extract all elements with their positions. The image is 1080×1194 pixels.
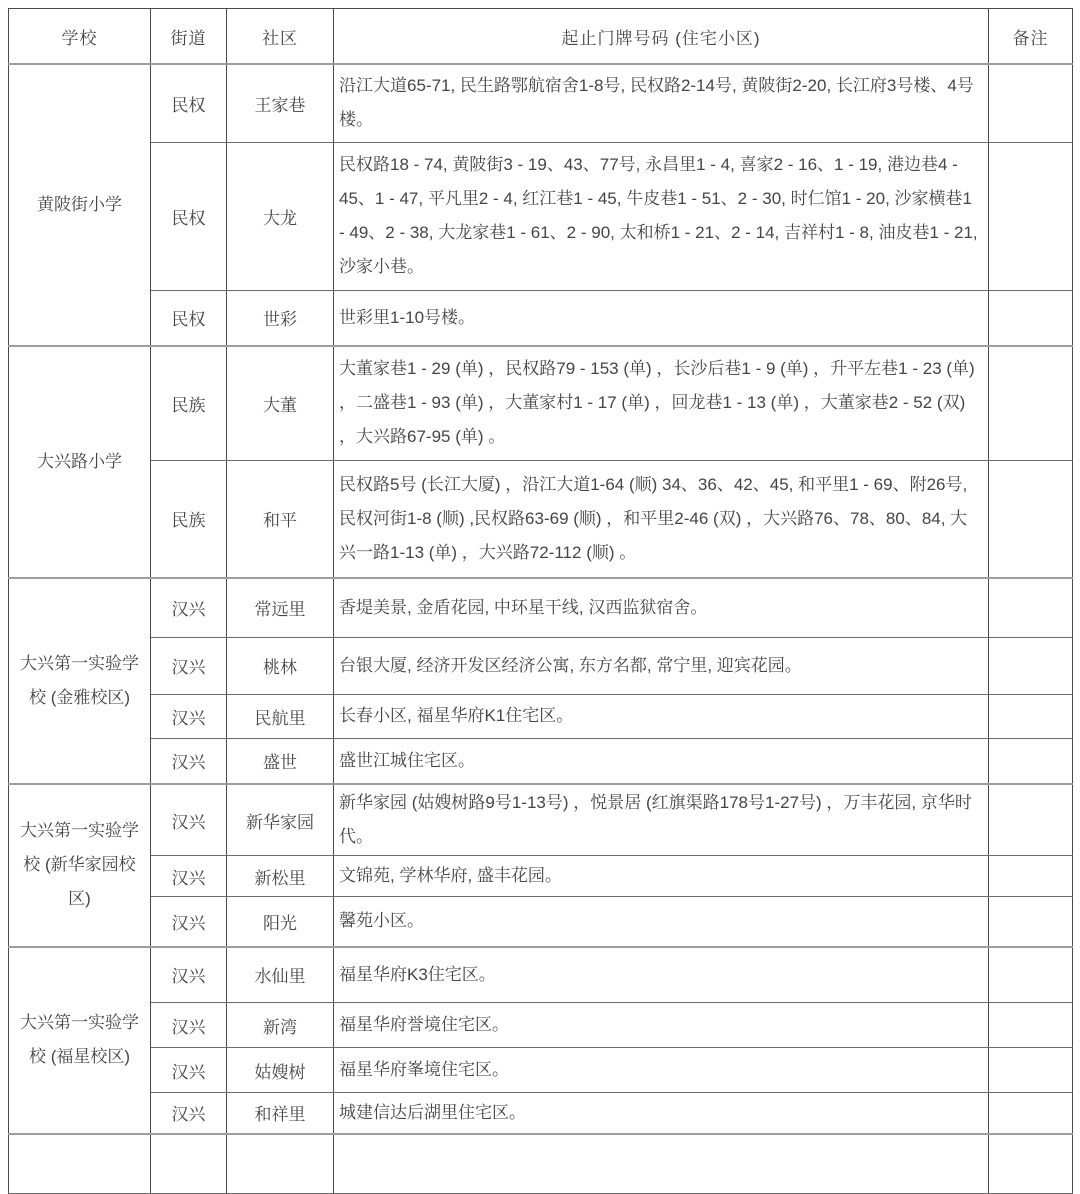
note-cell	[989, 142, 1073, 290]
addresses-cell: 大董家巷1 - 29 (单) ，民权路79 - 153 (单) ，长沙后巷1 - 9 (单) ，升平左巷1 - 23 (单) ，二盛巷1 - 93 (单) ，大董家村1 - 17 (单) ，回龙巷1 - 13 (单) ，大董家巷2 - 52 (双) ，大兴路67-95 (单) 。	[334, 346, 989, 460]
table-row	[9, 346, 1073, 460]
table-row	[9, 1093, 1073, 1134]
addresses-cell: 盛世江城住宅区。	[334, 738, 989, 784]
note-cell	[989, 738, 1073, 784]
note-cell	[989, 460, 1073, 578]
note-cell	[989, 346, 1073, 460]
street-cell: 汉兴	[151, 1093, 227, 1134]
table-row	[9, 856, 1073, 897]
addresses-cell: 沿江大道65-71, 民生路鄂航宿舍1-8号, 民权路2-14号, 黄陂街2-20, 长江府3号楼、4号楼。	[334, 64, 989, 142]
table-row	[9, 694, 1073, 738]
note-cell	[989, 947, 1073, 1003]
community-cell: 水仙里	[227, 947, 334, 1003]
school-cell: 黄陂街小学	[9, 64, 151, 346]
school-cell: 大兴第一实验学校 (福星校区)	[9, 947, 151, 1134]
school-district-table	[8, 8, 1073, 1194]
note-cell	[989, 897, 1073, 947]
addresses-cell: 民权路18 - 74, 黄陂街3 - 19、43、77号, 永昌里1 - 4, 喜家2 - 16、1 - 19, 港边巷4 - 45、1 - 47, 平凡里2 - 4, 红江巷1 - 45, 牛皮巷1 - 51、2 - 30, 时仁馆1 - 20, 沙家横巷1 - 49、2 - 38, 大龙家巷1 - 61、2 - 90, 太和桥1 - 21、2 - 14, 吉祥村1 - 8, 油皮巷1 - 21, 沙家小巷。	[334, 142, 989, 290]
community-cell: 王家巷	[227, 64, 334, 142]
note-cell	[989, 290, 1073, 346]
table-row	[9, 460, 1073, 578]
school-cell: 大兴路小学	[9, 346, 151, 578]
street-cell: 汉兴	[151, 694, 227, 738]
street-cell: 汉兴	[151, 637, 227, 694]
community-cell: 和平	[227, 460, 334, 578]
table-row	[9, 290, 1073, 346]
table-row	[9, 947, 1073, 1003]
community-cell: 阳光	[227, 897, 334, 947]
street-cell	[151, 1134, 227, 1194]
community-cell: 常远里	[227, 578, 334, 637]
table-row	[9, 1048, 1073, 1093]
school-cell: 大兴第一实验学校 (金雅校区)	[9, 578, 151, 784]
street-cell: 汉兴	[151, 947, 227, 1003]
note-cell	[989, 784, 1073, 856]
community-cell: 新湾	[227, 1003, 334, 1048]
street-cell: 汉兴	[151, 738, 227, 784]
street-cell: 民族	[151, 346, 227, 460]
community-cell: 桃林	[227, 637, 334, 694]
table-row	[9, 897, 1073, 947]
street-cell: 汉兴	[151, 784, 227, 856]
street-cell: 汉兴	[151, 578, 227, 637]
addresses-cell: 馨苑小区。	[334, 897, 989, 947]
addresses-cell: 文锦苑, 学林华府, 盛丰花园。	[334, 856, 989, 897]
addresses-cell	[334, 1134, 989, 1194]
table-row	[9, 1003, 1073, 1048]
note-cell	[989, 1048, 1073, 1093]
note-cell	[989, 694, 1073, 738]
addresses-cell: 台银大厦, 经济开发区经济公寓, 东方名都, 常宁里, 迎宾花园。	[334, 637, 989, 694]
column-header-note: 备注	[989, 9, 1073, 65]
note-cell	[989, 64, 1073, 142]
addresses-cell: 新华家园 (姑嫂树路9号1-13号) ，悦景居 (红旗渠路178号1-27号) ，万丰花园, 京华时代。	[334, 784, 989, 856]
community-cell: 新华家园	[227, 784, 334, 856]
addresses-cell: 香堤美景, 金盾花园, 中环星干线, 汉西监狱宿舍。	[334, 578, 989, 637]
school-cell	[9, 1134, 151, 1194]
community-cell: 新松里	[227, 856, 334, 897]
addresses-cell: 长春小区, 福星华府K1住宅区。	[334, 694, 989, 738]
column-header-school: 学校	[9, 9, 151, 65]
addresses-cell: 城建信达后湖里住宅区。	[334, 1093, 989, 1134]
street-cell: 民权	[151, 142, 227, 290]
street-cell: 汉兴	[151, 1003, 227, 1048]
table-row	[9, 142, 1073, 290]
table-row	[9, 578, 1073, 637]
community-cell: 大董	[227, 346, 334, 460]
street-cell: 民族	[151, 460, 227, 578]
street-cell: 汉兴	[151, 897, 227, 947]
street-cell: 民权	[151, 290, 227, 346]
community-cell: 和祥里	[227, 1093, 334, 1134]
table-row	[9, 64, 1073, 142]
table-row-partial	[9, 1134, 1073, 1194]
community-cell: 世彩	[227, 290, 334, 346]
addresses-cell: 世彩里1-10号楼。	[334, 290, 989, 346]
note-cell	[989, 1003, 1073, 1048]
note-cell	[989, 856, 1073, 897]
addresses-cell: 福星华府K3住宅区。	[334, 947, 989, 1003]
addresses-cell: 福星华府誉境住宅区。	[334, 1003, 989, 1048]
community-cell: 盛世	[227, 738, 334, 784]
community-cell: 民航里	[227, 694, 334, 738]
note-cell	[989, 637, 1073, 694]
note-cell	[989, 578, 1073, 637]
school-cell: 大兴第一实验学校 (新华家园校区)	[9, 784, 151, 947]
table-row	[9, 738, 1073, 784]
street-cell: 民权	[151, 64, 227, 142]
column-header-street: 街道	[151, 9, 227, 65]
community-cell	[227, 1134, 334, 1194]
community-cell: 姑嫂树	[227, 1048, 334, 1093]
street-cell: 汉兴	[151, 856, 227, 897]
table-header-row	[9, 9, 1073, 65]
note-cell	[989, 1093, 1073, 1134]
table-row	[9, 637, 1073, 694]
addresses-cell: 民权路5号 (长江大厦) ，沿江大道1-64 (顺) 34、36、42、45, 和平里1 - 69、附26号, 民权河街1-8 (顺) ,民权路63-69 (顺) ，和平里2-46 (双) ，大兴路76、78、80、84, 大兴一路1-13 (单) ，大兴路72-112 (顺) 。	[334, 460, 989, 578]
street-cell: 汉兴	[151, 1048, 227, 1093]
column-header-community: 社区	[227, 9, 334, 65]
addresses-cell: 福星华府峯境住宅区。	[334, 1048, 989, 1093]
table-row	[9, 784, 1073, 856]
note-cell	[989, 1134, 1073, 1194]
column-header-addresses: 起止门牌号码 (住宅小区)	[334, 9, 989, 65]
community-cell: 大龙	[227, 142, 334, 290]
